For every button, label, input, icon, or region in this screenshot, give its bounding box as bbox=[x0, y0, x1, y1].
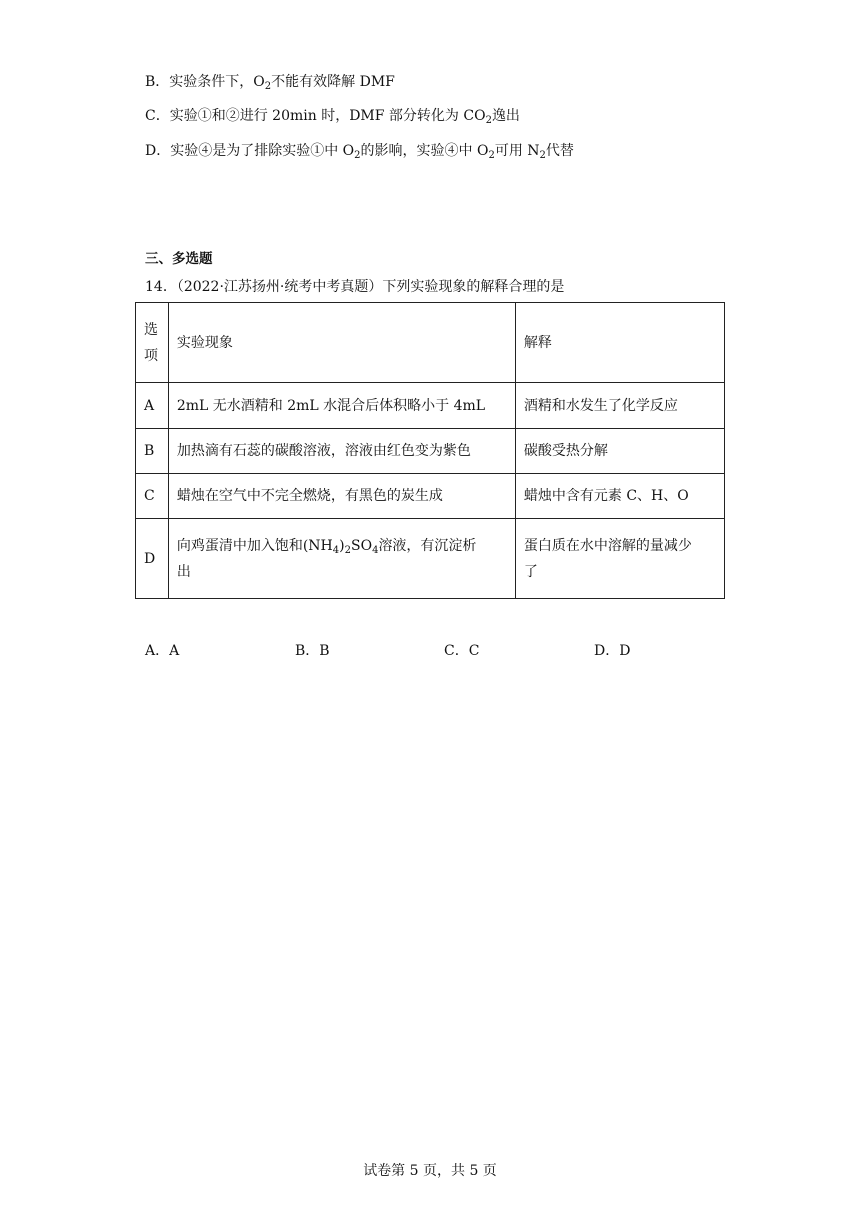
question-table bbox=[135, 302, 725, 599]
table-header-row bbox=[136, 303, 725, 383]
option-b-line: B．实验条件下，$O_2$不能有效降解 DMF bbox=[145, 74, 395, 92]
table-row: C 蜡烛在空气中不完全燃烧，有黑色的炭生成 蜡烛中含有元素 C、H、O bbox=[136, 474, 725, 519]
answer-c: C．C bbox=[444, 643, 480, 659]
option-c-line: C．实验①和②进行 20min 时，DMF 部分转化为 $CO_2$逸出 bbox=[145, 108, 520, 126]
section-title: 三、多选题 bbox=[145, 251, 213, 267]
row-d-phenomenon: 向鸡蛋清中加入饱和$(NH_4)_2SO_4$溶液，有沉淀析 出 bbox=[168, 519, 515, 599]
question-14: 14．（2022·江苏扬州·统考中考真题）下列实验现象的解释合理的是 bbox=[145, 279, 565, 295]
table-row: D 向鸡蛋清中加入饱和$(NH_4)_2SO_4$溶液，有沉淀析 出 蛋白质在水中溶解的量减少 了 bbox=[136, 519, 725, 599]
answer-a: A．A bbox=[145, 643, 180, 659]
option-d-line: D．实验④是为了排除实验①中 $O_2$的影响，实验④中 $O_2$可用 $N_2$代替 bbox=[145, 143, 574, 161]
header-phenomenon: 实验现象 bbox=[168, 303, 515, 383]
table-row: B 加热滴有石蕊的碳酸溶液，溶液由红色变为紫色 碳酸受热分解 bbox=[136, 429, 725, 474]
answer-b: B．B bbox=[295, 643, 330, 659]
header-explanation: 解释 bbox=[515, 303, 724, 383]
page-footer: 试卷第 5 页，共 5 页 bbox=[363, 1163, 497, 1179]
table-row: A 2mL 无水酒精和 2mL 水混合后体积略小于 4mL 酒精和水发生了化学反应 bbox=[136, 383, 725, 429]
header-option: 选 项 bbox=[136, 303, 169, 383]
answer-d: D．D bbox=[594, 643, 631, 659]
row-d-explanation: 蛋白质在水中溶解的量减少 了 bbox=[515, 519, 724, 599]
